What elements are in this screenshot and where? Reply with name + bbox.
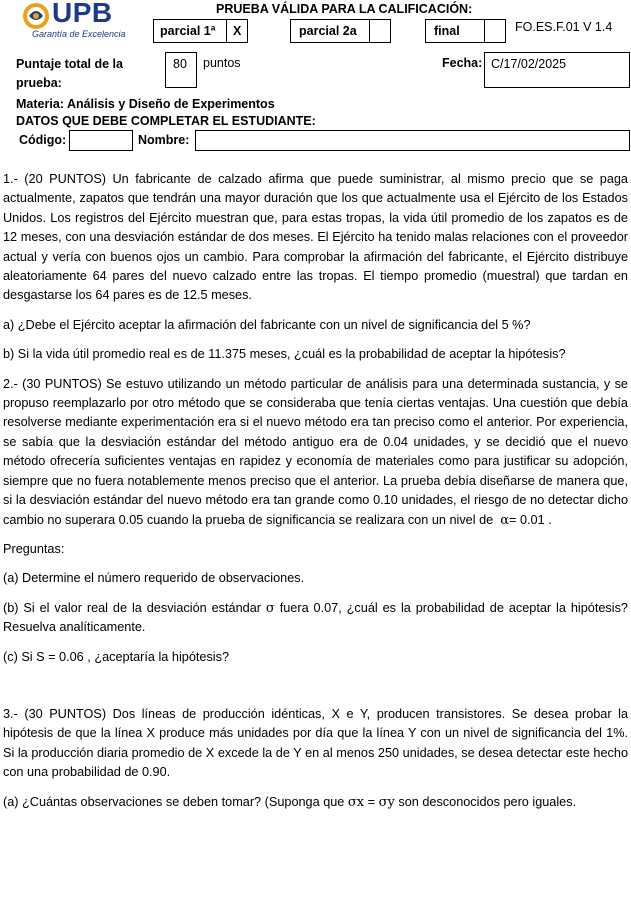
partial2-cell [290, 19, 370, 43]
partial1-checkbox[interactable] [226, 19, 248, 43]
logo-tagline: Garantía de Excelencia [32, 29, 126, 39]
problem-3-part-a [3, 793, 628, 812]
score-label-line1: Puntaje total de la [16, 57, 123, 71]
problem-2-alpha-value: = 0.01 . [509, 512, 552, 527]
date-label: Fecha: [442, 56, 483, 70]
problem-3-part-a-start: (a) ¿Cuántas observaciones se deben tomar? (Suponga que [3, 794, 345, 809]
exam-title: PRUEBA VÁLIDA PARA LA CALIFICACIÓN: [216, 2, 473, 16]
logo-wordmark: UPB [52, 0, 113, 28]
form-code: FO.ES.F.01 V 1.4 [515, 20, 613, 34]
name-field[interactable] [195, 130, 630, 151]
partial2-label: parcial 2a [299, 24, 357, 38]
problem-1-part-a: a) ¿Debe el Ejército aceptar la afirmación del fabricante con un nivel de significancia del 5 %? [3, 317, 531, 332]
problem-2-part-b-end: fuera 0.07, ¿cuál es la probabilidad de aceptar la hipótesis? Resuelva analíticamente. [3, 600, 628, 635]
name-label: Nombre: [138, 133, 190, 147]
date-value: C/17/02/2025 [491, 57, 567, 71]
final-cell [425, 19, 485, 43]
score-label [16, 57, 123, 91]
problem-2-part-b [3, 599, 628, 638]
score-label-line2: prueba: [16, 76, 62, 90]
student-data-header: DATOS QUE DEBE COMPLETAR EL ESTUDIANTE: [16, 114, 316, 128]
code-field[interactable] [69, 130, 133, 151]
problem-2-text [3, 375, 628, 530]
partial1-cell [153, 19, 227, 43]
problem-1-part-b: b) Si la vida útil promedio real es de 11.375 meses, ¿cuál es la probabilidad de aceptar la hipótesis? [3, 347, 566, 362]
partial1-mark: X [233, 24, 242, 38]
problem-2-part-b-start: (b) Si el valor real de la desviación estándar [3, 600, 261, 615]
problem-2-questions-label: Preguntas: [3, 541, 65, 556]
score-value-cell [165, 52, 197, 88]
final-label: final [434, 24, 460, 38]
exam-content [3, 170, 628, 812]
problem-1-text: 1.- (20 PUNTOS) Un fabricante de calzado afirma que puede suministrar, al mismo precio que se paga actualmente, zapatos que tendrán una mayor duración que los que actualmente usa el Ejército de los Estados Unidos. Los registros del Ejército muestran que, para estas tropas, la vida útil promedio de los zapatos es de 12 meses, con una desviación estándar de dos meses. El Ejército ha tenido malas relaciones con el proveedor actual y vería con buenos ojos un cambio. Para comprobar la afirmación del fabricante, el Ejército distribuye aleatoriamente 64 pares del nuevo calzado entre las tropas. El tiempo promedio (muestral) que tardan en desgastarse los 64 pares es de 12.5 meses. [3, 172, 628, 303]
final-checkbox[interactable] [484, 19, 506, 43]
score-value: 80 [173, 57, 187, 71]
alpha-symbol: α [500, 512, 510, 528]
equals-sign: = [367, 794, 376, 809]
code-label: Código: [19, 133, 67, 147]
sigma-x-symbol: σx [347, 794, 365, 810]
subject-line: Materia: Análisis y Diseño de Experimentos [16, 97, 275, 111]
partial2-checkbox[interactable] [369, 19, 391, 43]
problem-2-body: 2.- (30 PUNTOS) Se estuvo utilizando un método particular de análisis para una determinada sustancia, y se propuso reemplazarlo por otro método que se consideraba que tenía ciertas ventajas. Una cuestión que debía resolverse mediante experimentación era si el nuevo método era tan preciso como el anterior. Por experiencia, se sabía que la desviación estándar del método antiguo era de 0.04 unidades, y se decidió que el nuevo método ofrecería suficientes ventajas en rapidez y economía de materiales como para justificar su adopción, siempre que no fuera notablemente menos preciso que el anterior. La prueba debía diseñarse de manera que, si la desviación estándar del nuevo método era tan grande como 0.10 unidades, el riesgo de no detectar dicho cambio no superara 0.05 cuando la prueba de significancia se realizara con un nivel de [3, 376, 628, 527]
problem-2-part-c: (c) Si S = 0.06 , ¿aceptaría la hipótesis? [3, 649, 230, 664]
problem-3-text: 3.- (30 PUNTOS) Dos líneas de producción idénticas, X e Y, producen transistores. Se desea probar la hipótesis de que la línea X produce más unidades por día que la línea Y con un nivel de significancia del 1%. Si la producción diaria promedio de X excede la de Y en al menos 250 unidades, se desea detectar este hecho con una probabilidad de 0.90. [3, 706, 628, 780]
date-field[interactable] [484, 52, 630, 88]
sigma-symbol: σ [265, 600, 275, 616]
university-logo [22, 0, 134, 42]
problem-2-part-a: (a) Determine el número requerido de observaciones. [3, 571, 305, 586]
score-unit: puntos [203, 56, 241, 70]
partial1-label: parcial 1ª [160, 24, 216, 38]
problem-3-part-a-end: son desconocidos pero iguales. [398, 794, 577, 809]
logo-emblem-icon [22, 2, 50, 30]
sigma-y-symbol: σy [378, 794, 395, 810]
